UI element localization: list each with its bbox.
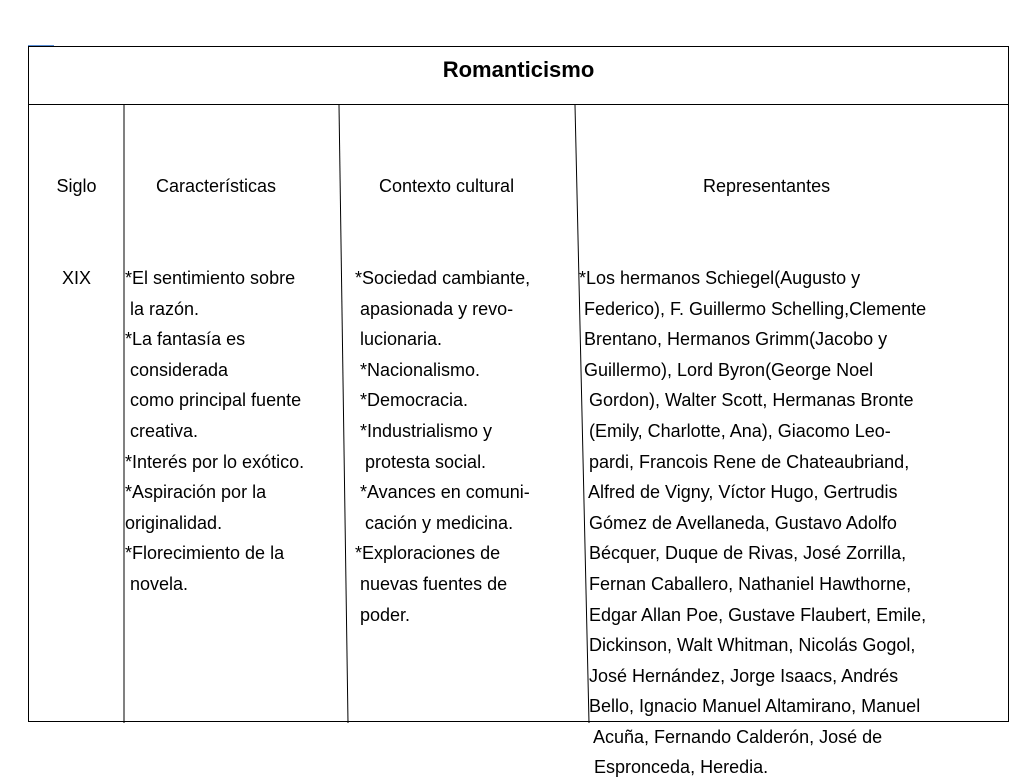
period-value: XIX [61,267,91,288]
representantes-line: Guillermo), Lord Byron(George Noel [579,359,874,380]
representantes-line: Brentano, Hermanos Grimm(Jacobo y [579,329,888,350]
page-title: Romanticismo [442,57,595,82]
representantes-line: Bello, Ignacio Manuel Altamirano, Manuel [579,696,921,717]
caracteristicas-line: *Aspiración por la [125,482,267,503]
representantes-line: Gordon), Walter Scott, Hermanas Bronte [579,390,914,411]
contexto-line: protesta social. [355,451,487,472]
representantes-line: Fernan Caballero, Nathaniel Hawthorne, [579,573,912,594]
representantes-line: (Emily, Charlotte, Ana), Giacomo Leo- [579,420,891,441]
caracteristicas-line: novela. [125,573,189,594]
representantes-line: Acuña, Fernando Calderón, José de [579,726,883,747]
caracteristicas-line: como principal fuente [125,390,302,411]
representantes-line: Federico), F. Guillermo Schelling,Clemente [579,298,927,319]
representantes-column [579,110,926,783]
contexto-header: Contexto cultural [379,176,515,197]
caracteristicas-line: creativa. [125,420,199,441]
representantes-line: *Los hermanos Schiegel(Augusto y [579,267,861,288]
caracteristicas-column [125,110,304,600]
period-column [29,110,124,355]
representantes-header: Representantes [703,176,831,197]
representantes-line: Gómez de Avellaneda, Gustavo Adolfo [579,512,897,533]
contexto-column [355,110,530,630]
caracteristicas-header: Características [156,176,277,197]
representantes-line: pardi, Francois Rene de Chateaubriand, [579,451,910,472]
period-header: Siglo [56,176,97,197]
representantes-line: Alfred de Vigny, Víctor Hugo, Gertrudis [579,482,898,503]
caracteristicas-line: *La fantasía es [125,329,246,350]
contexto-line: *Nacionalismo. [355,359,481,380]
contexto-line: cación y medicina. [355,512,514,533]
caracteristicas-line: *Interés por lo exótico. [125,451,305,472]
contexto-line: *Democracia. [355,390,469,411]
representantes-line: Dickinson, Walt Whitman, Nicolás Gogol, [579,635,916,656]
contexto-line: poder. [355,604,411,625]
contexto-line: *Exploraciones de [355,543,501,564]
contexto-line: apasionada y revo- [355,298,514,319]
representantes-line: Bécquer, Duque de Rivas, José Zorrilla, [579,543,907,564]
representantes-line: José Hernández, Jorge Isaacs, Andrés [579,665,899,686]
contexto-line: nuevas fuentes de [355,573,508,594]
contexto-line: *Industrialismo y [355,420,493,441]
caracteristicas-line: *El sentimiento sobre [125,267,296,288]
representantes-line: Espronceda, Heredia. [579,757,769,778]
caracteristicas-line: *Florecimiento de la [125,543,285,564]
divider-2 [339,105,348,723]
romanticismo-table [28,46,1009,778]
caracteristicas-line: considerada [125,359,229,380]
caracteristicas-line: originalidad. [125,512,223,533]
contexto-line: lucionaria. [355,329,443,350]
contexto-line: *Avances en comuni- [355,482,530,503]
representantes-line: Edgar Allan Poe, Gustave Flaubert, Emile, [579,604,927,625]
contexto-line: *Sociedad cambiante, [355,267,531,288]
caracteristicas-line: la razón. [125,298,200,319]
